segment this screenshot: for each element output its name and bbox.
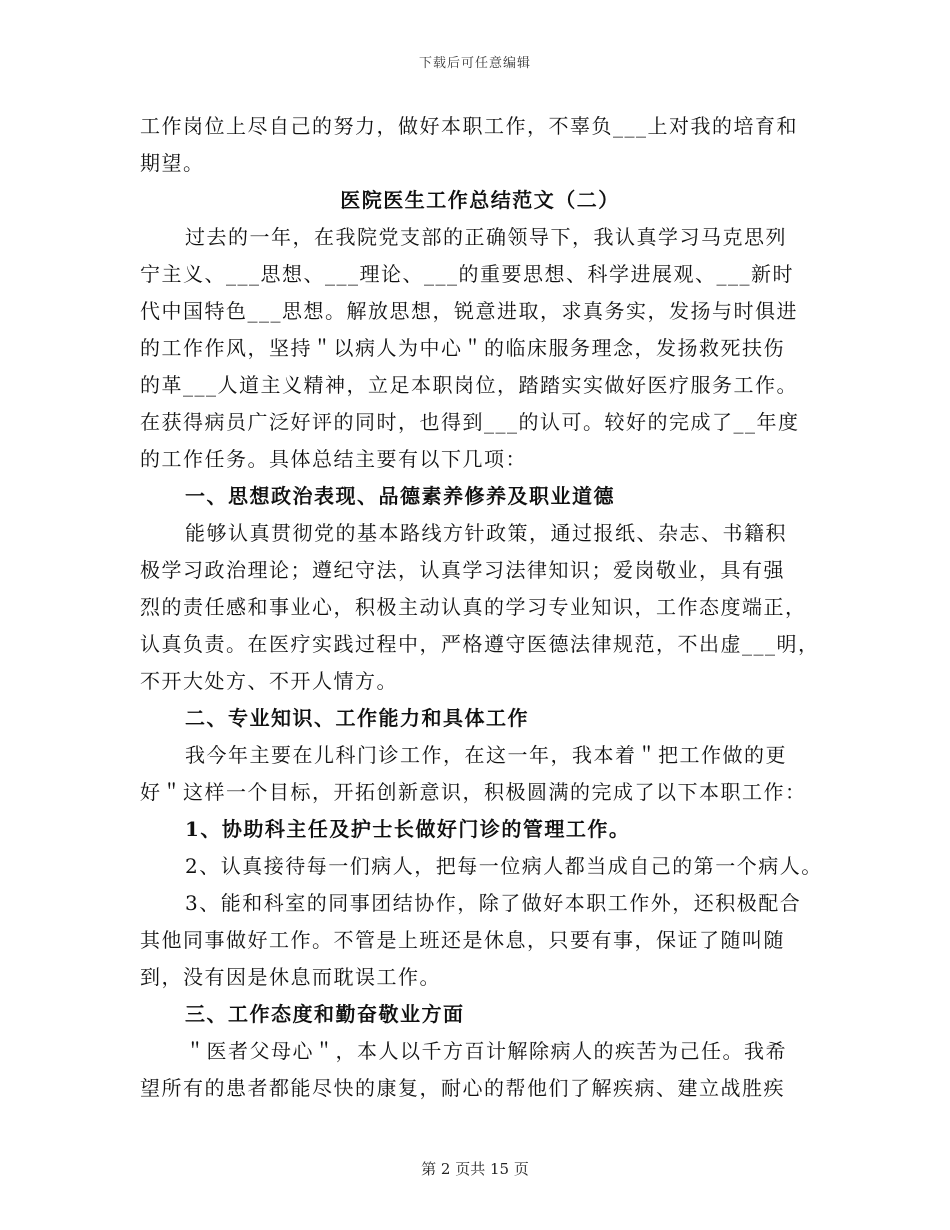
paragraph-line: 的革___人道主义精神，立足本职岗位，踏踏实实做好医疗服务工作。 [140,373,798,397]
subheading-2: 二、专业知识、工作能力和具体工作 [185,706,529,730]
list-item-2: 2、认真接待每一们病人，把每一位病人都当成自己的第一个病人。 [185,854,823,878]
subheading-1: 一、思想政治表现、品德素养修养及职业道德 [185,484,615,508]
intro-line: 期望。 [140,151,205,175]
paragraph-line: 不开大处方、不开人情方。 [140,669,398,693]
paragraph-line: 极学习政治理论；遵纪守法，认真学习法律知识；爱岗敬业，具有强 [140,558,785,582]
subheading-3: 三、工作态度和勤奋敬业方面 [185,1002,465,1026]
paragraph-line: 的工作作风，坚持＂以病人为中心＂的临床服务理念，发扬救死扶伤 [140,336,785,360]
paragraph-line: 代中国特色___思想。解放思想，锐意进取，求真务实，发扬与时俱进 [140,299,798,323]
paragraph-line: 其他同事做好工作。不管是上班还是休息，只要有事，保证了随叫随 [140,928,785,952]
paragraph-line: ＂医者父母心＂，本人以千方百计解除病人的疾苦为己任。我希 [185,1039,787,1063]
paragraph-line: 在获得病员广泛好评的同时，也得到___的认可。较好的完成了__年度 [140,410,800,434]
paragraph-line: 烈的责任感和事业心，积极主动认真的学习专业知识，工作态度端正， [140,595,807,619]
paragraph-line: 望所有的患者都能尽快的康复，耐心的帮他们了解疾病、建立战胜疾 [140,1076,785,1100]
paragraph-line: 能够认真贯彻党的基本路线方针政策，通过报纸、杂志、书籍积 [185,521,787,545]
paragraph-line: 过去的一年，在我院党支部的正确领导下，我认真学习马克思列 [185,225,787,249]
paragraph-line: 认真负责。在医疗实践过程中，严格遵守医德法律规范，不出虚___明， [140,632,820,656]
list-item-1: 1、协助科主任及护士长做好门诊的管理工作。 [185,817,631,841]
paragraph-line: 的工作任务。具体总结主要有以下几项： [140,447,527,471]
list-item-3: 3、能和科室的同事团结协作，除了做好本职工作外，还积极配合 [185,891,802,915]
paragraph-line: 到，没有因是休息而耽误工作。 [140,965,441,989]
page-header-note: 下载后可任意编辑 [418,56,531,71]
intro-line: 工作岗位上尽自己的努力，做好本职工作，不辜负___上对我的培育和 [140,114,798,138]
section-title: 医院医生工作总结范文（二） [340,188,620,212]
paragraph-line: 我今年主要在儿科门诊工作，在这一年，我本着＂把工作做的更 [185,743,787,767]
document-body [140,108,823,1107]
paragraph-line: 宁主义、___思想、___理论、___的重要思想、科学进展观、___新时 [140,262,794,286]
page-footer: 第 2 页共 15 页 [421,1160,529,1178]
paragraph-line: 好＂这样一个目标，开拓创新意识，积极圆满的完成了以下本职工作： [140,780,807,804]
